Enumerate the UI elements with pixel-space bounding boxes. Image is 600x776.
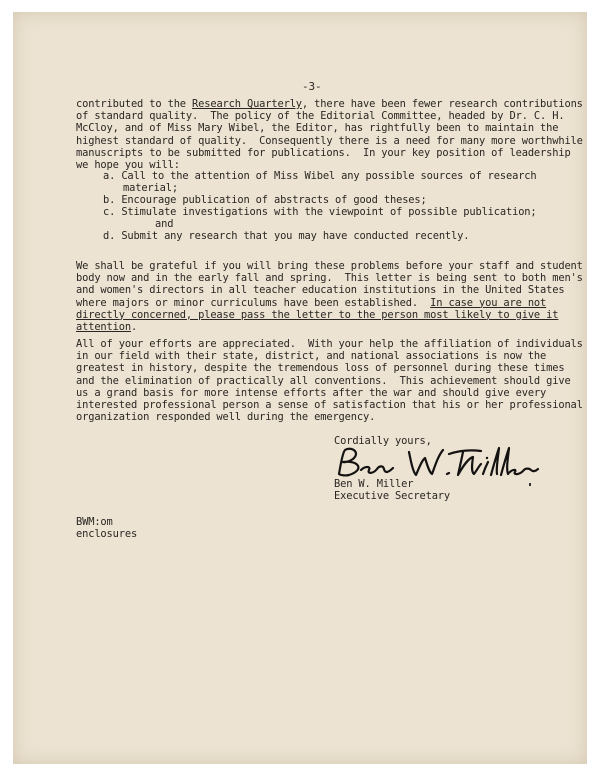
p3-line2: in our field with their state, district, and national associations is now the [76,350,547,363]
p3-line1: All of your efforts are appreciated. With your help the affiliation of individuals [76,338,583,350]
p3-line3: greatest in history, despite the tremendous loss of personnel during these times [76,362,565,375]
list-item-a [103,170,537,182]
list-marker: d. [103,230,116,242]
ink-mark [529,483,531,486]
list-item-d [103,230,469,242]
list-item-c [103,206,537,218]
paragraph-1 [76,98,583,171]
list-item-b [103,194,427,206]
list-marker: b. [103,194,116,206]
list-marker: a. [103,170,116,182]
p3-line5: us a grand basis for more intense efforts after the war and should give every [76,386,547,399]
p1-line6: we hope you will: [76,159,180,172]
signer-title: Executive Secretary [334,490,451,502]
list-text: Stimulate investigations with the viewpoint of possible publication; [121,206,537,218]
signer-name: Ben W. Miller [334,478,414,490]
p3-line6: interested professional person a sense of satisfaction that his or her professional [76,399,583,412]
p2-line1: We shall be grateful if you will bring these problems before your staff and student [76,260,583,272]
p1-line2: of standard quality. The policy of the Editorial Committee, headed by Dr. C. H. [76,110,565,123]
p1-line1-a: contributed to the [76,98,193,110]
p2-line6-b: . [130,321,138,334]
list-item-c-cont: and [155,218,174,230]
list-text: Encourage publication of abstracts of good theses; [121,194,427,206]
paragraph-3 [76,338,583,423]
p2-line5-underlined: directly concerned, please pass the letter to the person most likely to give it [76,308,559,321]
p2-line4-underlined: In case you are not [430,296,547,309]
list-text: Call to the attention of Miss Wibel any possible sources of research [121,170,537,182]
p2-line3: and women's directors in all teacher education institutions in the United States [76,284,565,297]
journal-title: Research Quarterly [192,98,302,110]
paragraph-2 [76,260,583,333]
list-text: Submit any research that you may have conducted recently. [121,230,470,242]
p1-line5: manuscripts to be submitted for publications. In your key position of leadership [76,146,571,159]
p1-line4: highest standard of quality. Consequently there is a need for many more worthwhile [76,134,583,147]
p1-line3: McCloy, and of Miss Mary Wibel, the Editor, has rightfully been to maintain the [76,122,559,135]
p1-line1-b: , there have been fewer research contributions [301,98,583,110]
p3-line7: organization responded well during the emergency. [76,411,376,424]
reference-initials: BWM:om [76,516,113,528]
enclosures-note: enclosures [76,528,138,540]
p3-line4: and the elimination of practically all conventions. This achievement should give [76,374,571,387]
list-item-a-cont: material; [123,182,178,194]
list-marker: c. [103,206,116,218]
p2-line2: body now and in the early fall and spring. This letter is being sent to both men's [76,272,583,285]
page-number: -3- [302,80,322,93]
p2-line4-a: where majors or minor curriculums have been established. [76,296,431,309]
letter-page [13,12,587,764]
closing-salutation: Cordially yours, [334,435,432,447]
p2-line6-underlined: attention [76,321,131,334]
